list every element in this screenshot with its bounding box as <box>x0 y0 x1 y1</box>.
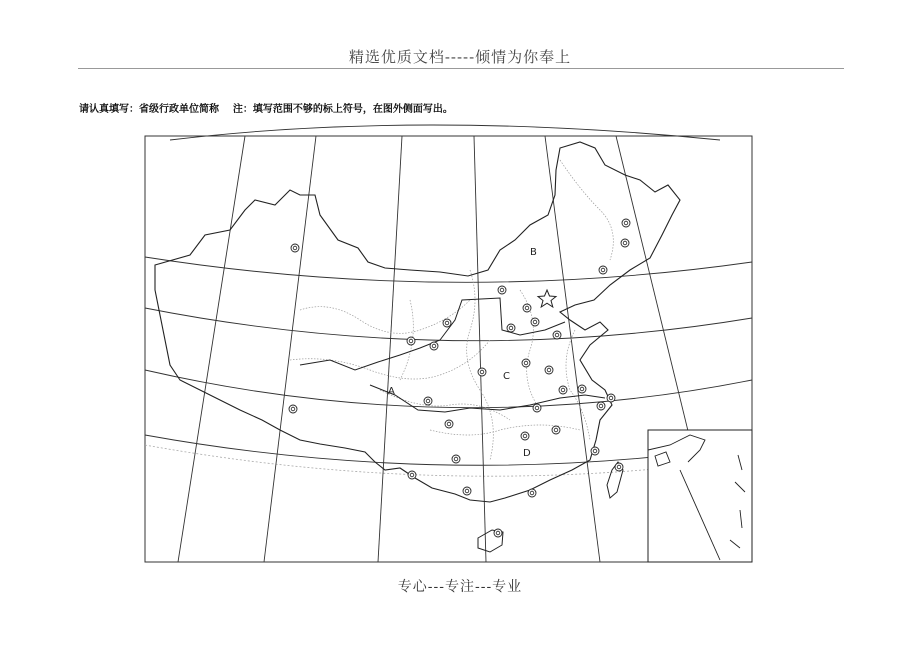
double-circle-city-icon <box>522 359 530 367</box>
double-circle-city-icon <box>599 266 607 274</box>
header-title: 精选优质文档-----倾情为你奉上 <box>348 48 572 66</box>
city-markers <box>289 219 630 537</box>
region-label-d: D <box>523 448 531 459</box>
double-circle-city-icon <box>591 447 599 455</box>
double-circle-city-icon <box>559 386 567 394</box>
instruction-text: 请认真填写：省级行政单位简称 注：填写范围不够的标上符号，在图外侧面写出。 <box>79 104 453 115</box>
region-label-b: B <box>530 247 537 258</box>
double-circle-city-icon <box>533 404 541 412</box>
rivers <box>300 298 605 412</box>
double-circle-city-icon <box>289 405 297 413</box>
double-circle-city-icon <box>507 324 515 332</box>
meridian-lines <box>178 136 720 562</box>
double-circle-city-icon <box>463 487 471 495</box>
latitude-lines <box>145 125 752 465</box>
double-circle-city-icon <box>452 455 460 463</box>
double-circle-city-icon <box>498 286 506 294</box>
double-circle-city-icon <box>552 426 560 434</box>
footer-text: 专心---专注---专业 <box>397 579 523 595</box>
double-circle-city-icon <box>430 342 438 350</box>
double-circle-city-icon <box>443 319 451 327</box>
double-circle-city-icon <box>622 219 630 227</box>
double-circle-city-icon <box>531 318 539 326</box>
double-circle-city-icon <box>621 239 629 247</box>
double-circle-city-icon <box>597 402 605 410</box>
double-circle-city-icon <box>407 337 415 345</box>
region-label-a: A <box>388 386 395 397</box>
double-circle-city-icon <box>521 432 529 440</box>
south-sea-inset <box>648 430 752 562</box>
capital-star-icon <box>538 290 556 307</box>
double-circle-city-icon <box>408 471 416 479</box>
double-circle-city-icon <box>528 489 536 497</box>
double-circle-city-icon <box>291 244 299 252</box>
double-circle-city-icon <box>553 331 561 339</box>
country-outline <box>155 142 680 502</box>
double-circle-city-icon <box>523 304 531 312</box>
double-circle-city-icon <box>478 368 486 376</box>
region-label-c: C <box>503 371 510 382</box>
double-circle-city-icon <box>545 366 553 374</box>
double-circle-city-icon <box>607 394 615 402</box>
double-circle-city-icon <box>615 463 623 471</box>
double-circle-city-icon <box>494 529 502 537</box>
double-circle-city-icon <box>424 397 432 405</box>
double-circle-city-icon <box>578 385 586 393</box>
double-circle-city-icon <box>445 420 453 428</box>
